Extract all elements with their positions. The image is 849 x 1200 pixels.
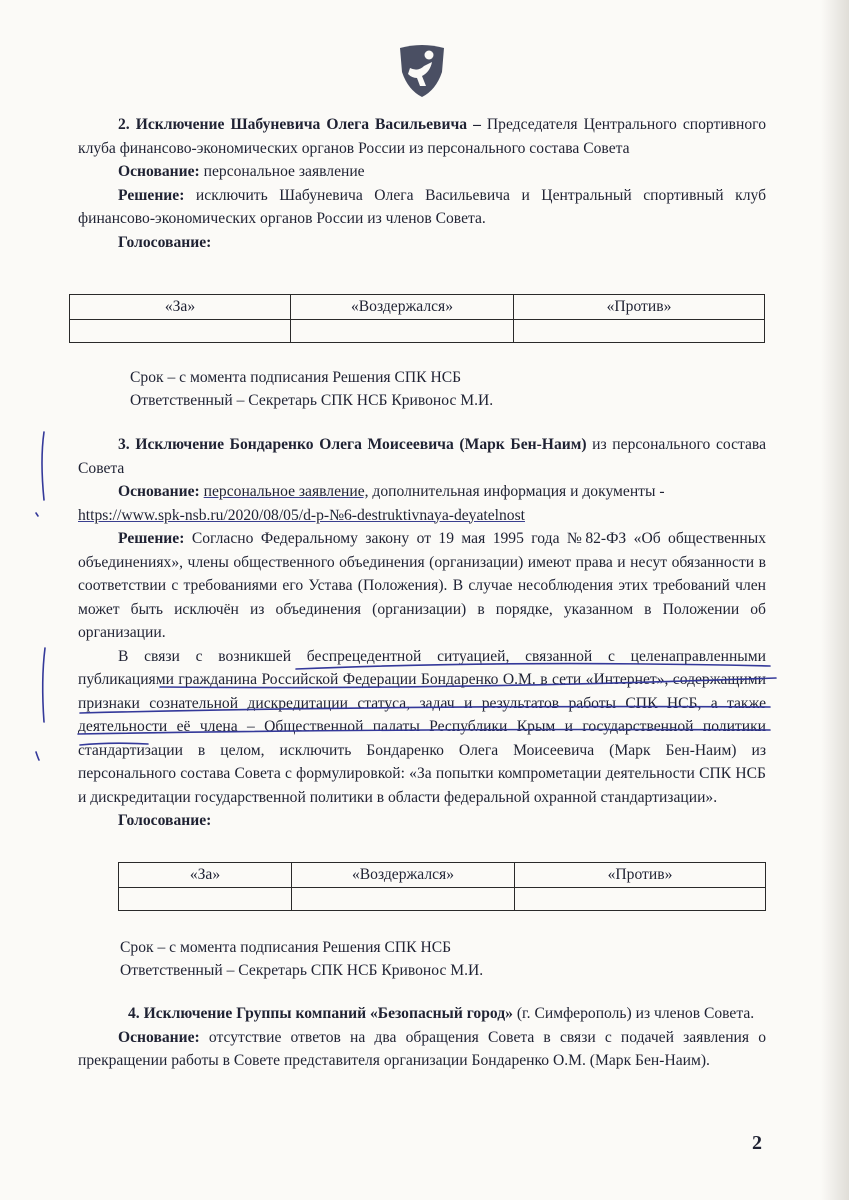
basis-text: персональное заявление	[199, 163, 365, 180]
section-4-title: 4. Исключение Группы компаний «Безопасный город»	[128, 1005, 513, 1022]
vote-label: Голосование:	[118, 233, 212, 251]
section-3-paragraph: В связи с возникшей беспрецедентной ситуацией, связанной с целенаправленными публикациями гражданина Российской Федерации Бондаренко О.М. в сети «Интернет», содержащими признаки сознательной дискредитации статуса, задач и результатов работы СПК НСБ, а также деятельности её члена – Общественной палаты Республики Крым и государственной политики стандартизации в целом, исключить Бондаренко Олега Моисеевича (Марк Бен-Наим) из персонального состава Совета с формулировкой: «За попытки компрометации деятельности СПК НСБ и дискредитации государственной политики в области федеральной охранной стандартизации».	[78, 647, 766, 806]
basis-text-underlined: персональное заявление,	[203, 483, 369, 500]
section-3-title: 3. Исключение Бондаренко Олега Моисеевича (Марк Бен-Наим)	[118, 436, 587, 453]
col-for: «За»	[70, 295, 291, 320]
deadline-3: Срок – с момента подписания Решения СПК НСБ	[120, 939, 452, 956]
deadline-2: Срок – с момента подписания Решения СПК НСБ	[130, 369, 462, 386]
margin-mark	[42, 432, 44, 500]
underline-mark	[80, 707, 770, 713]
underline-mark	[160, 678, 776, 688]
responsible-3: Ответственный – Секретарь СПК НСБ Кривонос М.И.	[120, 962, 484, 979]
vote-label: Голосование:	[118, 812, 212, 829]
page-number: 2	[752, 1132, 762, 1154]
responsible-2: Ответственный – Секретарь СПК НСБ Кривонос М.И.	[130, 392, 494, 409]
underline-mark	[78, 730, 770, 735]
col-abstain: «Воздержался»	[292, 863, 515, 888]
margin-mark	[43, 648, 45, 722]
col-abstain: «Воздержался»	[291, 295, 514, 320]
section-2-desc: Председателя Центрального спортивного клуба финансово-экономических органов России из персонального состава Совета	[78, 116, 766, 157]
section-4-desc: (г. Симферополь) из членов Совета.	[512, 1005, 755, 1022]
decision-text: Согласно Федеральному закону от 19 мая 1995 года №82-ФЗ «Об общественных объединениях», члены общественного объединения (организации) имеют права и несут обязанности в соответствии с требованиями его Устава (Положения). В случае несоблюдения этих требований член может быть исключён из объединения (организации) в порядке, указанном в Положении об организации.	[78, 530, 766, 641]
underline-mark	[80, 743, 148, 745]
basis-label: Основание:	[118, 483, 200, 500]
decision-label: Решение:	[118, 186, 185, 204]
decision-label: Решение:	[118, 530, 185, 547]
decision-text: исключить Шабуневича Олега Васильевича и Центральный спортивный клуб финансово-экономических органов России из членов Совета.	[78, 186, 766, 227]
col-against: «Против»	[515, 863, 766, 888]
section-2-title: 2. Исключение Шабуневича Олега Васильевича –	[118, 116, 481, 133]
basis-text: отсутствие ответов на два обращения Совета в связи с подачей заявления о прекращении работы в Совете представителя организации Бондаренко О.М. (Марк Бен-Наим).	[78, 1028, 766, 1069]
source-link[interactable]: https://www.spk-nsb.ru/2020/08/05/d-p-№6-destruktivnaya-deyatelnost	[78, 506, 525, 524]
section-3-desc: из персонального состава Совета	[78, 436, 766, 477]
margin-mark	[36, 513, 38, 516]
margin-mark	[36, 752, 39, 760]
col-against: «Против»	[514, 295, 765, 320]
basis-label: Основание:	[118, 163, 200, 180]
col-for: «За»	[119, 863, 292, 888]
basis-text: дополнительная информация и документы -	[368, 483, 665, 500]
underline-mark	[296, 664, 770, 669]
basis-label: Основание:	[118, 1028, 200, 1046]
